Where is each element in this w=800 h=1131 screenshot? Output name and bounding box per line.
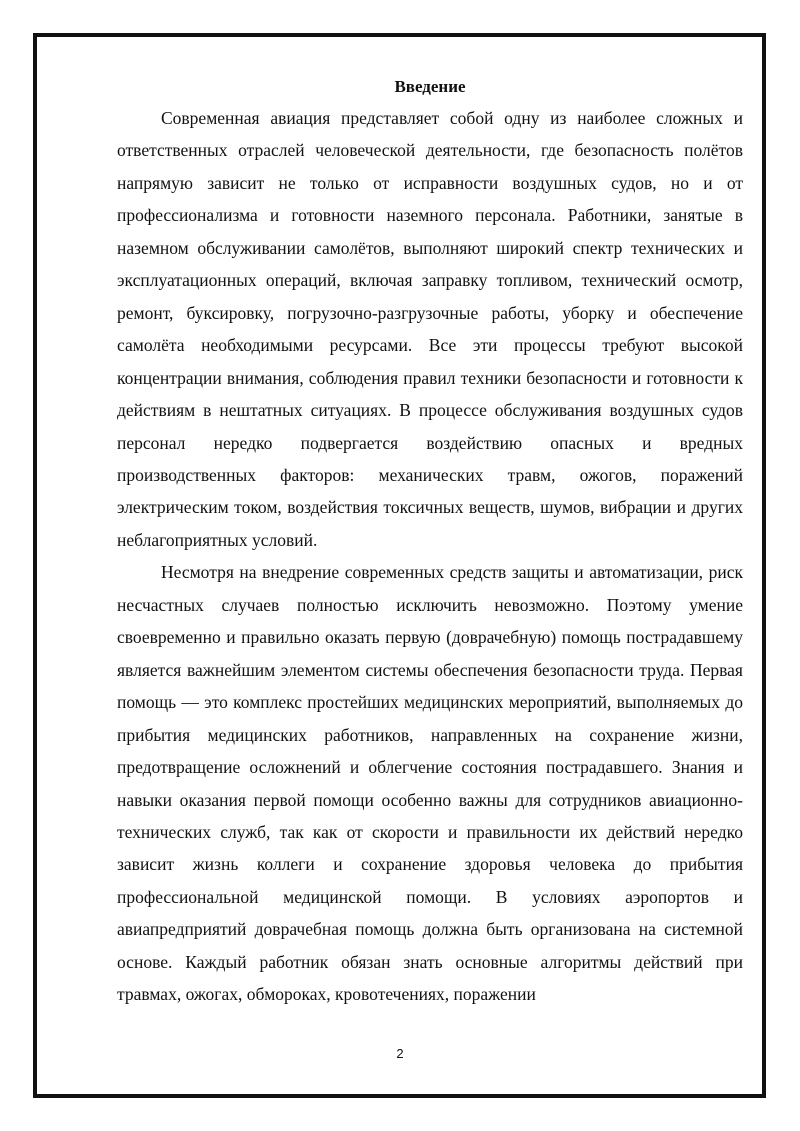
- section-title: Введение: [394, 77, 466, 96]
- document-body: [117, 69, 743, 1011]
- paragraph-2: Несмотря на внедрение современных средств защиты и автоматизации, риск несчастных случаев полностью исключить невозможно. Поэтому умение своевременно и правильно оказать первую (доврачебную) помощь пострадавшему является важнейшим элементом системы обеспечения безопасности труда. Первая помощь — это комплекс простейших медицинских мероприятий, выполняемых до прибытия медицинских работников, направленных на сохранение жизни, предотвращение осложнений и облегчение состояния пострадавшего. Знания и навыки оказания первой помощи особенно важны для сотрудников авиационно-технических служб, так как от скорости и правильности их действий нередко зависит жизнь коллеги и сохранение здоровья человека до прибытия профессиональной медицинской помощи. В условиях аэропортов и авиапредприятий доврачебная помощь должна быть организована на системной основе. Каждый работник обязан знать основные алгоритмы действий при травмах, ожогах, обмороках, кровотечениях, поражении: [117, 562, 743, 1005]
- paragraph-1: Современная авиация представляет собой одну из наиболее сложных и ответственных отраслей человеческой деятельности, где безопасность полётов напрямую зависит не только от исправности воздушных судов, но и от профессионализма и готовности наземного персонала. Работники, занятые в наземном обслуживании самолётов, выполняют широкий спектр технических и эксплуатационных операций, включая заправку топливом, технический осмотр, ремонт, буксировку, погрузочно-разгрузочные работы, уборку и обеспечение самолёта необходимыми ресурсами. Все эти процессы требуют высокой концентрации внимания, соблюдения правил техники безопасности и готовности к действиям в нештатных ситуациях. В процессе обслуживания воздушных судов персонал нередко подвергается воздействию опасных и вредных производственных факторов: механических травм, ожогов, поражений электрическим током, воздействия токсичных веществ, шумов, вибрации и других неблагоприятных условий.: [117, 108, 743, 550]
- page-number: 2: [396, 1046, 404, 1061]
